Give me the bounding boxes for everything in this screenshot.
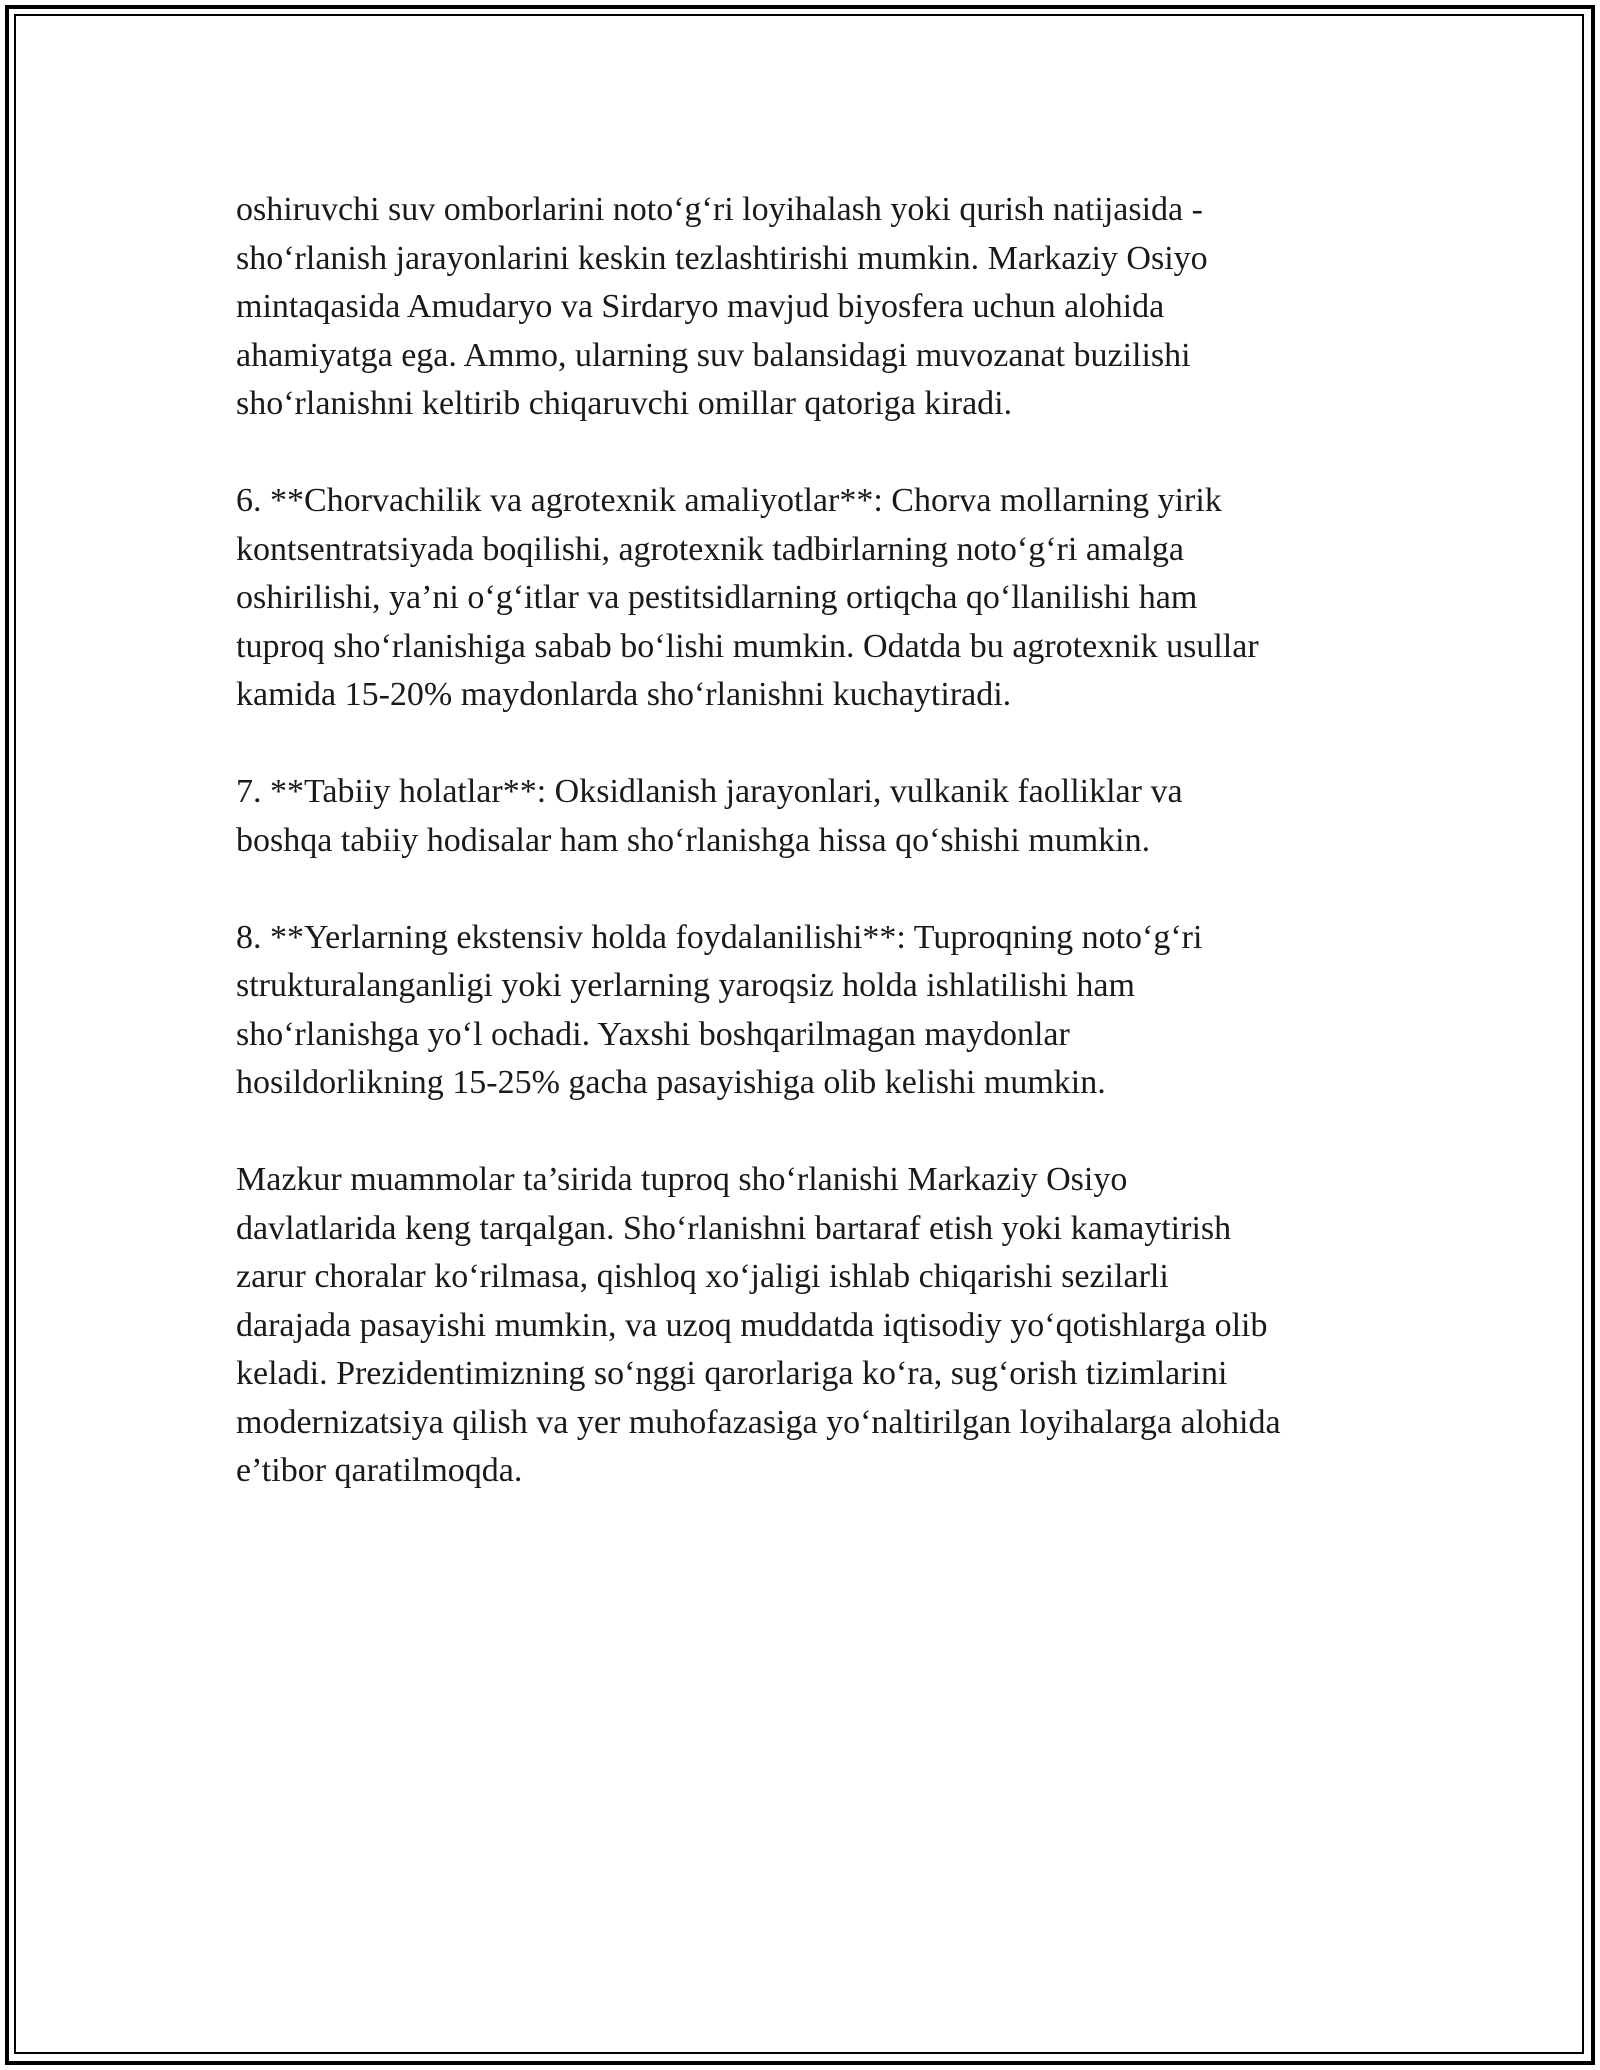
- text-line: tuproq sho‘rlanishiga sabab bo‘lishi mumkin. Odatda bu agrotexnik usullar: [236, 627, 1259, 665]
- text-line: mintaqasida Amudaryo va Sirdaryo mavjud biyosfera uchun alohida: [236, 288, 1165, 325]
- text-line: 6. **Chorvachilik va agrotexnik amaliyotlar**: Chorva mollarning yirik: [236, 482, 1222, 519]
- paragraph-conclusion: [236, 1156, 1396, 1496]
- text-line: sho‘rlanishni keltirib chiqaruvchi omillar qatoriga kiradi.: [236, 385, 1013, 422]
- text-line: davlatlarida keng tarqalgan. Sho‘rlanishni bartaraf etish yoki kamaytirish: [236, 1209, 1232, 1247]
- text-line: ahamiyatga ega. Ammo, ularning suv balansidagi muvozanat buzilishi: [236, 336, 1191, 374]
- text-line: oshirilishi, ya’ni o‘g‘itlar va pestitsidlarning ortiqcha qo‘llanilishi ham: [236, 579, 1198, 616]
- text-line: 7. **Tabiiy holatlar**: Oksidlanish jarayonlari, vulkanik faolliklar va: [236, 773, 1183, 810]
- text-line: kamida 15-20% maydonlarda sho‘rlanishni kuchaytiradi.: [236, 676, 1012, 713]
- text-line: modernizatsiya qilish va yer muhofazasiga yo‘naltirilgan loyihalarga alohida: [236, 1403, 1281, 1441]
- text-line: kontsentratsiyada boqilishi, agrotexnik tadbirlarning noto‘g‘ri amalga: [236, 530, 1184, 568]
- paragraph-item-8: [236, 914, 1396, 1108]
- paragraph-reservoirs-continued: [236, 186, 1396, 429]
- text-line: Mazkur muammolar ta’sirida tuproq sho‘rlanishi Markaziy Osiyo: [236, 1161, 1128, 1198]
- paragraph-item-6: [236, 477, 1396, 720]
- paragraph-item-7: [236, 768, 1396, 865]
- text-line: oshiruvchi suv omborlarini noto‘g‘ri loyihalash yoki qurish natijasida -: [236, 191, 1203, 228]
- text-line: boshqa tabiiy hodisalar ham sho‘rlanishga hissa qo‘shishi mumkin.: [236, 821, 1151, 859]
- text-line: darajada pasayishi mumkin, va uzoq muddatda iqtisodiy yo‘qotishlarga olib: [236, 1306, 1268, 1344]
- text-line: strukturalanganligi yoki yerlarning yaroqsiz holda ishlatilishi ham: [236, 967, 1135, 1004]
- text-line: keladi. Prezidentimizning so‘nggi qarorlariga ko‘ra, sug‘orish tizimlarini: [236, 1355, 1228, 1392]
- text-line: hosildorlikning 15-25% gacha pasayishiga olib kelishi mumkin.: [236, 1064, 1106, 1101]
- document-body: [236, 186, 1396, 1544]
- text-line: sho‘rlanishga yo‘l ochadi. Yaxshi boshqarilmagan maydonlar: [236, 1015, 1070, 1053]
- text-line: zarur choralar ko‘rilmasa, qishloq xo‘jaligi ishlab chiqarishi sezilarli: [236, 1258, 1169, 1295]
- text-line: e’tibor qaratilmoqda.: [236, 1452, 523, 1489]
- text-line: 8. **Yerlarning ekstensiv holda foydalanilishi**: Tuproqning noto‘g‘ri: [236, 918, 1203, 956]
- text-line: sho‘rlanish jarayonlarini keskin tezlashtirishi mumkin. Markaziy Osiyo: [236, 239, 1208, 277]
